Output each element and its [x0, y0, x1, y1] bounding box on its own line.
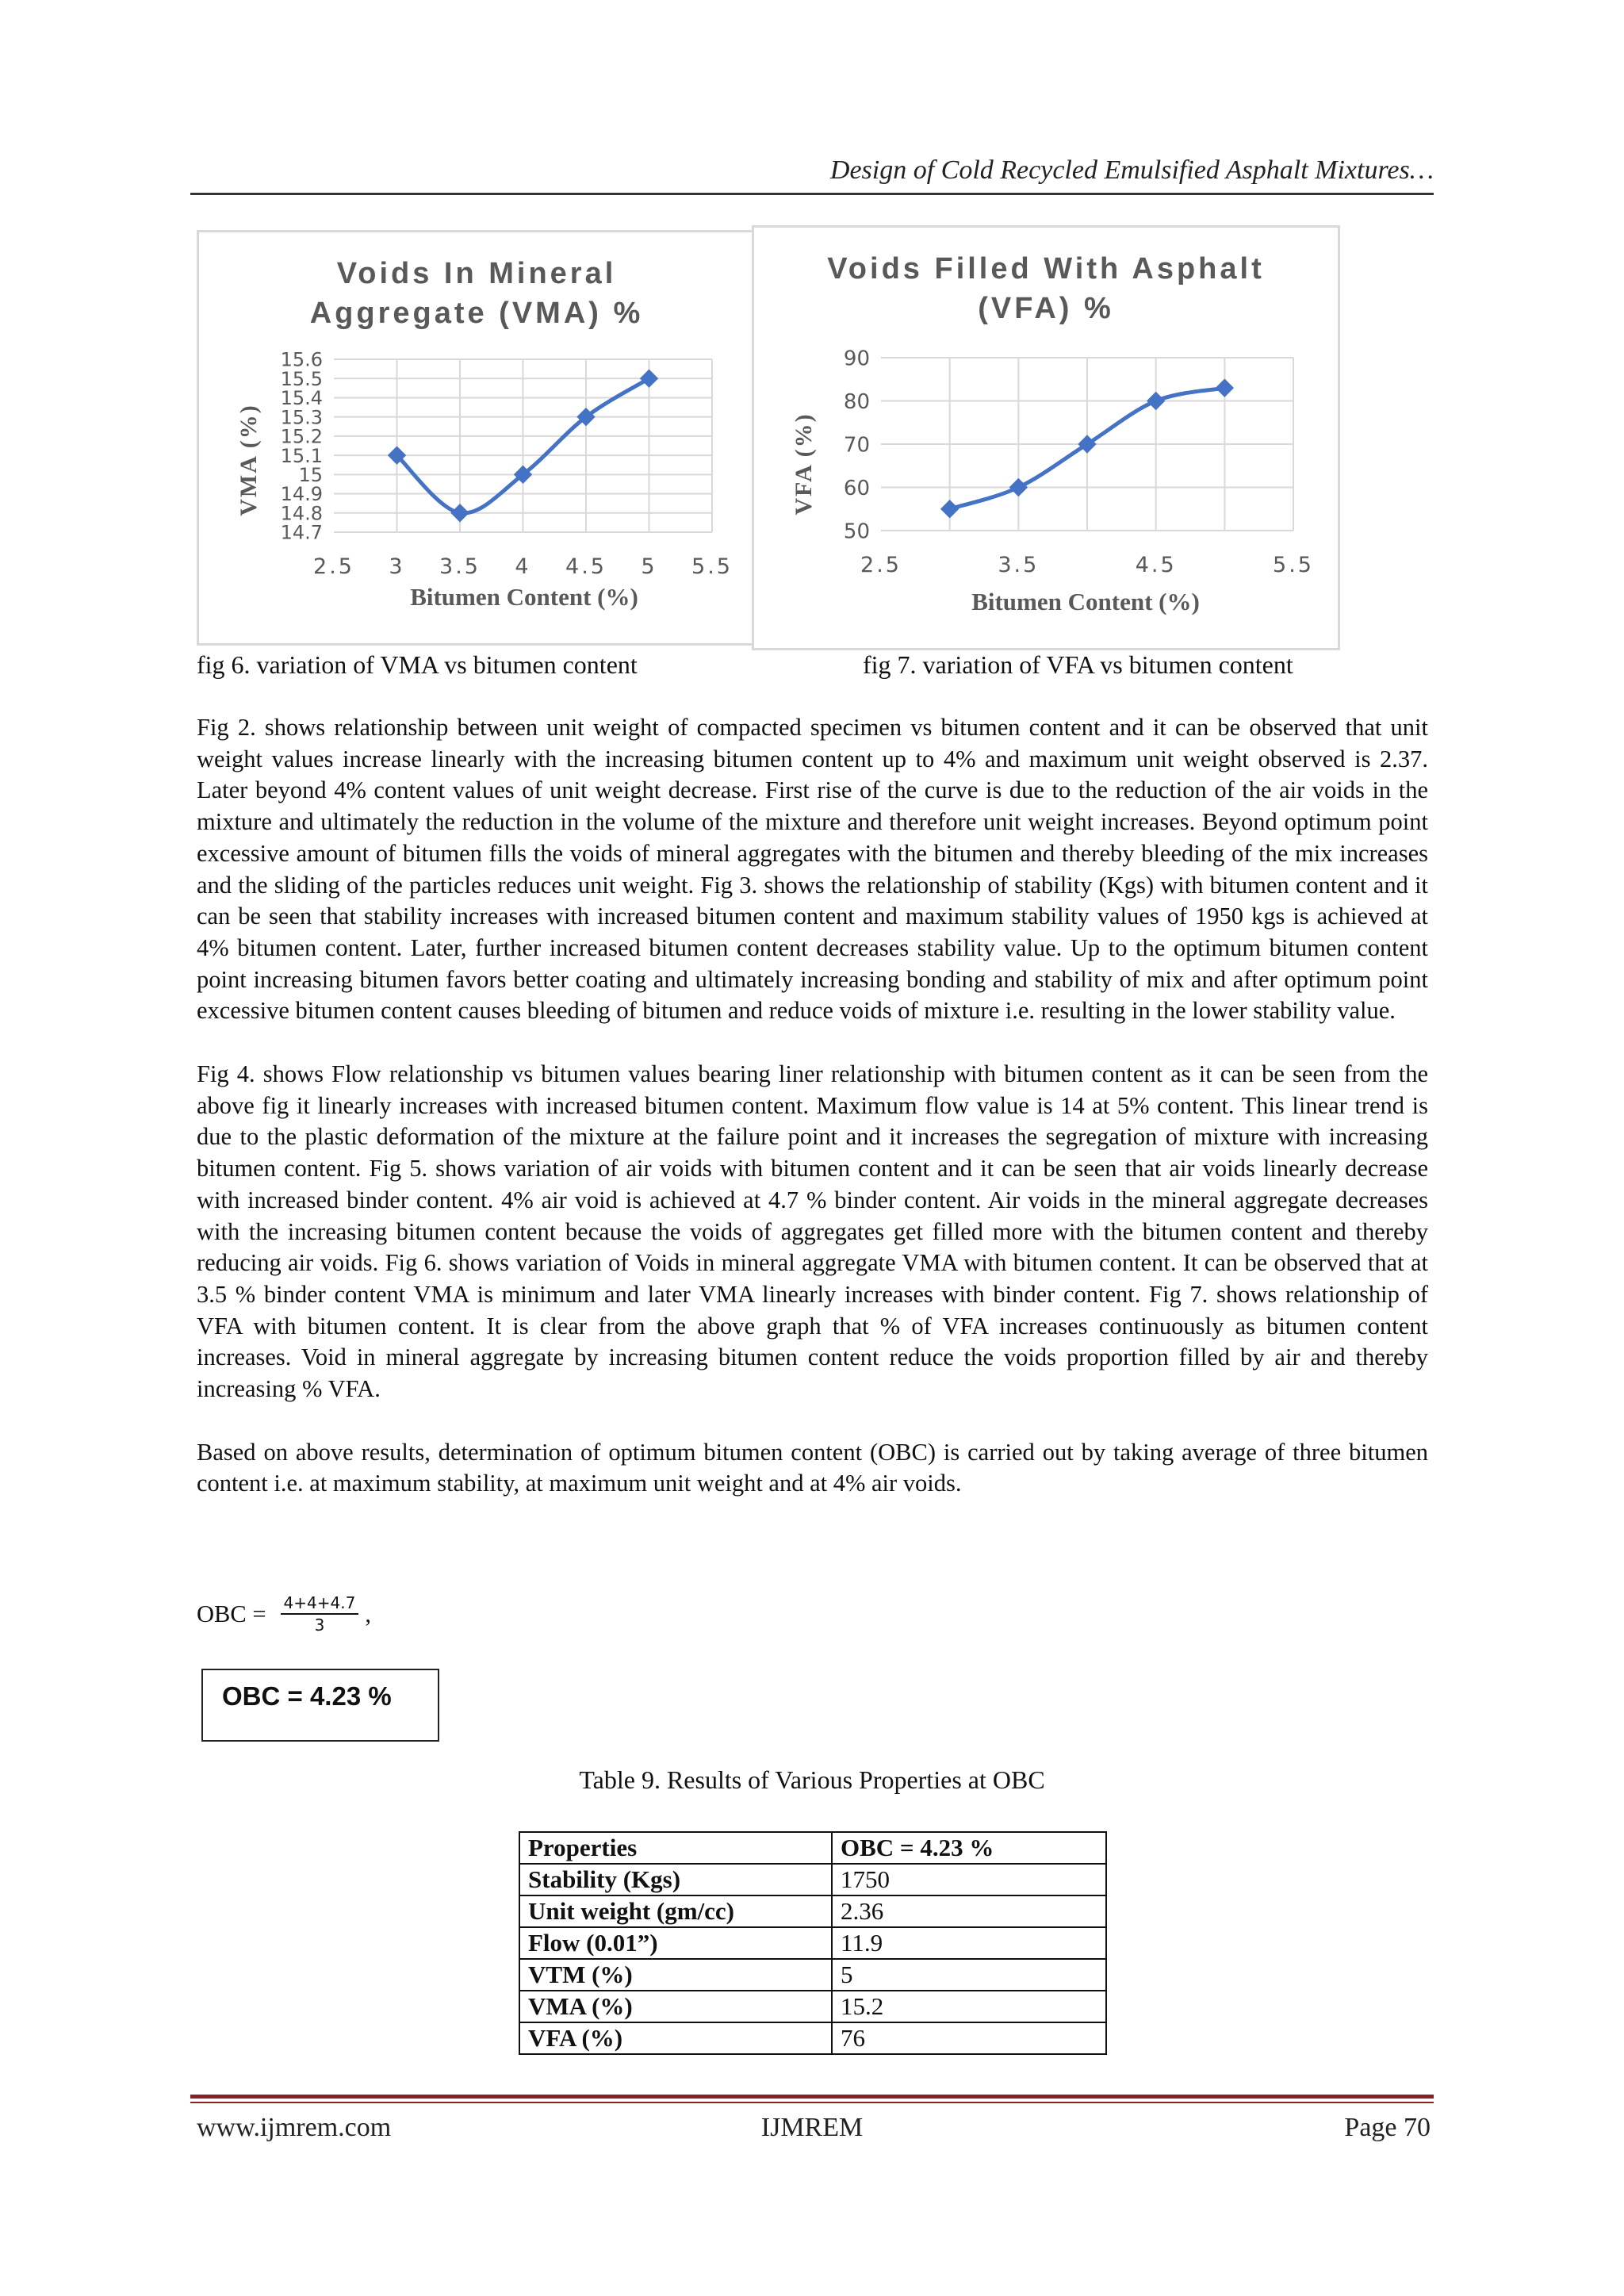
table-cell-property: VTM (%) — [519, 1959, 832, 1991]
vfa-x-tick-label: 5.5 — [1273, 553, 1314, 577]
formula-suffix: , — [365, 1600, 371, 1627]
table-header-row — [519, 1832, 1106, 1864]
table-cell-value: 1750 — [832, 1864, 1106, 1895]
vfa-y-tick-label: 50 — [843, 519, 870, 544]
results-table — [519, 1831, 1107, 2055]
vma-y-tick-label: 15 — [298, 463, 323, 486]
vma-x-tick-label: 4.5 — [565, 554, 607, 579]
vma-y-tick-label: 14.9 — [280, 483, 323, 506]
table-cell-value: 2.36 — [832, 1895, 1106, 1927]
vma-x-tick-label: 3 — [389, 554, 405, 579]
table-row — [519, 1895, 1106, 1927]
vma-y-tick-label: 15.3 — [280, 406, 323, 429]
vfa-data-point — [1216, 379, 1233, 397]
vma-y-tick-label: 15.2 — [280, 425, 323, 448]
vma-y-tick-label: 14.8 — [280, 502, 323, 525]
vma-chart-svg — [199, 232, 754, 643]
table-cell-property: Flow (0.01”) — [519, 1927, 832, 1959]
paragraph-2: Fig 4. shows Flow relationship vs bitumen values bearing liner relationship with bitumen content as it can be seen from the above fig it linearly increases with increased bitumen content. Maximum flow value is 14 at 5% content. This linear trend is due to the plastic deformation of the mixture at the failure point and it increases the segregation of mixture with increasing bitumen content. Fig 5. shows variation of air voids with bitumen content and it can be seen that air voids linearly decrease with increased binder content. 4% air void is achieved at 4.7 % binder content. Air voids in the mineral aggregate decreases with the increasing bitumen content because the voids of aggregates get filled more with the bitumen content and thereby reducing air voids. Fig 6. shows variation of Voids in mineral aggregate VMA with bitumen content. It can be observed that at 3.5 % binder content VMA is minimum and later VMA linearly increases with binder content. Fig 7. shows relationship of VFA with bitumen content. It is clear from the above graph that % of VFA increases continuously as bitumen content increases. Void in mineral aggregate by increasing bitumen content reduce the voids proportion filled by air and thereby increasing % VFA. — [197, 1060, 1428, 1403]
vma-y-tick-label: 15.6 — [280, 348, 323, 371]
table-cell-value: 15.2 — [832, 1991, 1106, 2022]
vfa-chart-title-line2: (VFA) % — [978, 292, 1114, 325]
formula-lhs: OBC = — [197, 1600, 266, 1627]
vma-chart-title-line1: Voids In Mineral — [336, 257, 617, 290]
vfa-y-tick-label: 80 — [843, 389, 870, 414]
vfa-data-point — [941, 500, 959, 518]
vfa-x-tick-label: 4.5 — [1135, 553, 1177, 577]
vfa-chart — [752, 225, 1340, 650]
vma-x-tick-label: 5.5 — [691, 554, 733, 579]
obc-formula — [197, 1593, 371, 1635]
fig7-caption: fig 7. variation of VFA vs bitumen content — [863, 650, 1293, 679]
table-row — [519, 1959, 1106, 1991]
vma-x-tick-label: 3.5 — [439, 554, 481, 579]
vfa-x-tick-label: 3.5 — [998, 553, 1040, 577]
footer-website-link[interactable]: www.ijmrem.com — [197, 2113, 392, 2142]
table-cell-property: VMA (%) — [519, 1991, 832, 2022]
vma-x-tick-label: 2.5 — [313, 554, 354, 579]
obc-result-box: OBC = 4.23 % — [201, 1669, 439, 1742]
vfa-chart-svg — [754, 228, 1338, 648]
table-cell-property: VFA (%) — [519, 2022, 832, 2054]
table-row — [519, 1927, 1106, 1959]
table-cell-property: Stability (Kgs) — [519, 1864, 832, 1895]
vma-chart-xlabel: Bitumen Content (%) — [410, 583, 638, 611]
vma-y-tick-label: 15.4 — [280, 387, 323, 410]
vfa-y-tick-label: 90 — [843, 347, 870, 371]
vma-y-tick-label: 14.7 — [280, 521, 323, 544]
paragraph-3: Based on above results, determination of optimum bitumen content (OBC) is carried out by taking average of three bitumen content i.e. at maximum stability, at maximum unit weight and at 4% air voids. — [197, 1438, 1428, 1497]
table-cell-value: 11.9 — [832, 1927, 1106, 1959]
vfa-data-point — [1147, 393, 1165, 410]
vfa-chart-xlabel: Bitumen Content (%) — [971, 588, 1200, 615]
footer-rule — [190, 2095, 1434, 2099]
footer-journal: IJMREM — [760, 2113, 864, 2142]
table-cell-property: Unit weight (gm/cc) — [519, 1895, 832, 1927]
vma-data-point — [641, 370, 658, 387]
formula-denominator: 3 — [314, 1616, 325, 1635]
vma-x-tick-label: 4 — [515, 554, 531, 579]
header-rule — [190, 193, 1434, 195]
vma-chart-title-line2: Aggregate (VMA) % — [309, 297, 644, 330]
vma-y-tick-label: 15.1 — [280, 444, 323, 467]
formula-numerator: 4+4+4.7 — [281, 1593, 359, 1615]
vfa-chart-ylabel: VFA (%) — [791, 412, 817, 516]
table-row — [519, 2022, 1106, 2054]
vfa-y-tick-label: 70 — [843, 433, 870, 458]
table-row — [519, 1991, 1106, 2022]
vfa-data-point — [1009, 479, 1027, 496]
vma-chart-ylabel: VMA (%) — [236, 404, 262, 516]
footer-page-number: Page 70 — [1344, 2113, 1431, 2142]
table-row — [519, 1864, 1106, 1895]
table-header-cell: OBC = 4.23 % — [832, 1832, 1106, 1864]
vfa-y-tick-label: 60 — [843, 476, 870, 500]
running-header: Design of Cold Recycled Emulsified Asphalt Mixtures… — [829, 155, 1434, 185]
fig6-caption: fig 6. variation of VMA vs bitumen content — [197, 650, 638, 679]
footer-rule-thin — [190, 2102, 1434, 2103]
vma-chart — [197, 230, 756, 646]
vfa-chart-title-line1: Voids Filled With Asphalt — [827, 252, 1265, 286]
table-header-cell: Properties — [519, 1832, 832, 1864]
body-text — [197, 712, 1428, 1500]
formula-fraction — [281, 1593, 359, 1635]
vma-y-tick-label: 15.5 — [280, 367, 323, 390]
table-cell-value: 76 — [832, 2022, 1106, 2054]
table-caption: Table 9. Results of Various Properties at OBC — [579, 1765, 1045, 1794]
vfa-x-tick-label: 2.5 — [860, 553, 902, 577]
vma-x-tick-label: 5 — [641, 554, 657, 579]
paragraph-1: Fig 2. shows relationship between unit weight of compacted specimen vs bitumen content and it can be observed that unit weight values increase linearly with the increasing bitumen content up to 4% and maximum unit weight observed is 2.37. Later beyond 4% content values of unit weight decrease. First rise of the curve is due to the reduction of the air voids in the mixture and ultimately the reduction in the volume of the mixture and therefore unit weight increases. Beyond optimum point excessive amount of bitumen fills the voids of mineral aggregates with the bitumen and thereby bleeding of the mix increases and the sliding of the particles reduces unit weight. Fig 3. shows the relationship of stability (Kgs) with bitumen content and it can be seen that stability increases with increased bitumen content and maximum stability values of 1950 kgs is achieved at 4% bitumen content. Later, further increased bitumen content decreases stability value. Up to the optimum bitumen content point increasing bitumen favors better coating and ultimately increasing bonding and stability of mix and after optimum point excessive bitumen content causes bleeding of bitumen and reduce voids of mixture i.e. resulting in the lower stability value. — [197, 714, 1428, 1025]
vma-data-point — [451, 504, 469, 522]
table-cell-value: 5 — [832, 1959, 1106, 1991]
